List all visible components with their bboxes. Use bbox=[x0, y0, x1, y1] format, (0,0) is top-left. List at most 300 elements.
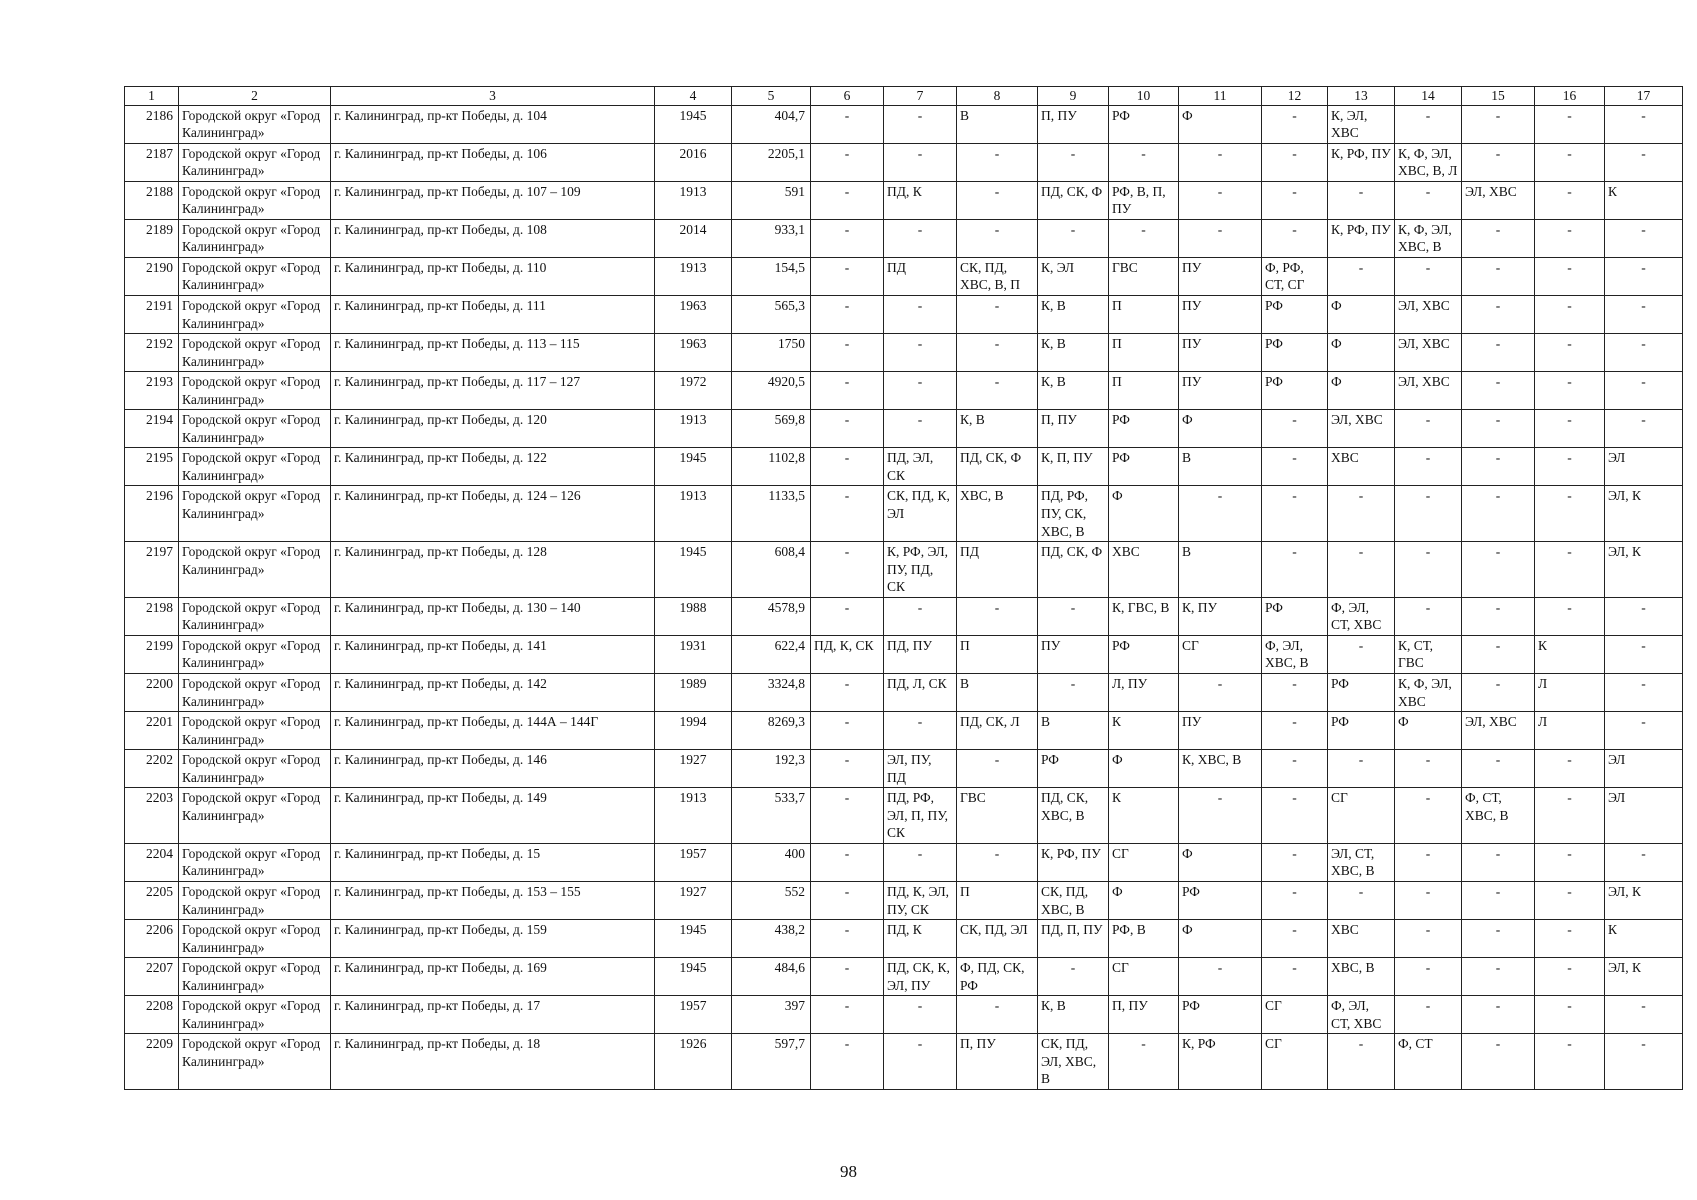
col-13-cell: РФ bbox=[1328, 673, 1395, 711]
col-10-cell: К, ГВС, В bbox=[1109, 597, 1179, 635]
col-11-cell: РФ bbox=[1179, 881, 1262, 919]
col-14-cell: - bbox=[1395, 920, 1462, 958]
col-14-cell: - bbox=[1395, 996, 1462, 1034]
year-cell: 1913 bbox=[655, 257, 732, 295]
row-number-cell: 2205 bbox=[125, 881, 179, 919]
col-17-cell: - bbox=[1605, 996, 1683, 1034]
col-11-cell: Ф bbox=[1179, 410, 1262, 448]
col-8-cell: - bbox=[957, 219, 1038, 257]
municipality-cell: Городской округ «Город Калининград» bbox=[179, 788, 331, 844]
municipality-cell: Городской округ «Город Калининград» bbox=[179, 635, 331, 673]
area-cell: 404,7 bbox=[732, 105, 811, 143]
col-15-cell: - bbox=[1462, 105, 1535, 143]
col-7-cell: - bbox=[884, 996, 957, 1034]
area-cell: 608,4 bbox=[732, 542, 811, 598]
col-11-cell: РФ bbox=[1179, 996, 1262, 1034]
col-6-cell: - bbox=[811, 542, 884, 598]
col-11-cell: В bbox=[1179, 542, 1262, 598]
col-13-cell: К, ЭЛ, ХВС bbox=[1328, 105, 1395, 143]
year-cell: 1972 bbox=[655, 372, 732, 410]
col-13-cell: ЭЛ, СТ, ХВС, В bbox=[1328, 843, 1395, 881]
col-6-cell: - bbox=[811, 597, 884, 635]
col-7-cell: - bbox=[884, 219, 957, 257]
col-12-cell: - bbox=[1262, 105, 1328, 143]
address-cell: г. Калининград, пр-кт Победы, д. 144А – 144Г bbox=[331, 712, 655, 750]
year-cell: 1926 bbox=[655, 1034, 732, 1090]
col-16-cell: К bbox=[1535, 635, 1605, 673]
col-10-cell: РФ bbox=[1109, 448, 1179, 486]
col-9-cell: К, В bbox=[1038, 334, 1109, 372]
col-14-cell: ЭЛ, ХВС bbox=[1395, 296, 1462, 334]
col-13-cell: Ф, ЭЛ, СТ, ХВС bbox=[1328, 996, 1395, 1034]
col-12-cell: - bbox=[1262, 750, 1328, 788]
col-10-cell: П, ПУ bbox=[1109, 996, 1179, 1034]
col-15-cell: - bbox=[1462, 1034, 1535, 1090]
area-cell: 933,1 bbox=[732, 219, 811, 257]
col-6-cell: - bbox=[811, 181, 884, 219]
col-9-cell: К, В bbox=[1038, 372, 1109, 410]
year-cell: 1913 bbox=[655, 788, 732, 844]
col-7-cell: - bbox=[884, 372, 957, 410]
col-11-cell: - bbox=[1179, 958, 1262, 996]
area-cell: 4920,5 bbox=[732, 372, 811, 410]
address-cell: г. Калининград, пр-кт Победы, д. 159 bbox=[331, 920, 655, 958]
col-17-cell: - bbox=[1605, 673, 1683, 711]
year-cell: 1927 bbox=[655, 750, 732, 788]
table-row bbox=[125, 410, 1683, 448]
col-17-cell: - bbox=[1605, 296, 1683, 334]
year-cell: 1913 bbox=[655, 181, 732, 219]
col-15-cell: ЭЛ, ХВС bbox=[1462, 181, 1535, 219]
col-8-cell: В bbox=[957, 673, 1038, 711]
col-9-cell: СК, ПД, ХВС, В bbox=[1038, 881, 1109, 919]
row-number-cell: 2202 bbox=[125, 750, 179, 788]
year-cell: 1957 bbox=[655, 996, 732, 1034]
col-8-cell: П bbox=[957, 881, 1038, 919]
col-10-cell: П bbox=[1109, 334, 1179, 372]
address-cell: г. Калининград, пр-кт Победы, д. 106 bbox=[331, 143, 655, 181]
address-cell: г. Калининград, пр-кт Победы, д. 108 bbox=[331, 219, 655, 257]
col-17-cell: - bbox=[1605, 372, 1683, 410]
col-6-cell: - bbox=[811, 143, 884, 181]
col-7-cell: - bbox=[884, 105, 957, 143]
col-9-cell: - bbox=[1038, 958, 1109, 996]
col-13-cell: Ф bbox=[1328, 296, 1395, 334]
row-number-cell: 2193 bbox=[125, 372, 179, 410]
column-header-16: 16 bbox=[1535, 87, 1605, 106]
row-number-cell: 2208 bbox=[125, 996, 179, 1034]
col-10-cell: Ф bbox=[1109, 486, 1179, 542]
col-14-cell: К, Ф, ЭЛ, ХВС bbox=[1395, 673, 1462, 711]
col-9-cell: В bbox=[1038, 712, 1109, 750]
col-8-cell: В bbox=[957, 105, 1038, 143]
year-cell: 1963 bbox=[655, 334, 732, 372]
municipality-cell: Городской округ «Город Калининград» bbox=[179, 334, 331, 372]
col-10-cell: РФ bbox=[1109, 410, 1179, 448]
col-15-cell: - bbox=[1462, 635, 1535, 673]
col-13-cell: К, РФ, ПУ bbox=[1328, 143, 1395, 181]
col-12-cell: - bbox=[1262, 143, 1328, 181]
col-15-cell: - bbox=[1462, 542, 1535, 598]
col-11-cell: - bbox=[1179, 673, 1262, 711]
col-17-cell: ЭЛ, К bbox=[1605, 486, 1683, 542]
col-6-cell: - bbox=[811, 1034, 884, 1090]
row-number-cell: 2203 bbox=[125, 788, 179, 844]
col-16-cell: - bbox=[1535, 597, 1605, 635]
col-17-cell: К bbox=[1605, 181, 1683, 219]
col-11-cell: В bbox=[1179, 448, 1262, 486]
col-13-cell: Ф bbox=[1328, 334, 1395, 372]
col-17-cell: ЭЛ, К bbox=[1605, 958, 1683, 996]
col-11-cell: - bbox=[1179, 181, 1262, 219]
row-number-cell: 2195 bbox=[125, 448, 179, 486]
col-16-cell: - bbox=[1535, 920, 1605, 958]
col-13-cell: - bbox=[1328, 257, 1395, 295]
year-cell: 2016 bbox=[655, 143, 732, 181]
col-15-cell: - bbox=[1462, 372, 1535, 410]
col-15-cell: - bbox=[1462, 920, 1535, 958]
col-6-cell: - bbox=[811, 448, 884, 486]
col-8-cell: ГВС bbox=[957, 788, 1038, 844]
table-row bbox=[125, 750, 1683, 788]
col-7-cell: ПД bbox=[884, 257, 957, 295]
table-row bbox=[125, 635, 1683, 673]
col-14-cell: К, Ф, ЭЛ, ХВС, В bbox=[1395, 219, 1462, 257]
municipality-cell: Городской округ «Город Калининград» bbox=[179, 843, 331, 881]
col-10-cell: РФ bbox=[1109, 635, 1179, 673]
area-cell: 565,3 bbox=[732, 296, 811, 334]
col-16-cell: - bbox=[1535, 958, 1605, 996]
year-cell: 1945 bbox=[655, 542, 732, 598]
row-number-cell: 2194 bbox=[125, 410, 179, 448]
municipality-cell: Городской округ «Город Калининград» bbox=[179, 410, 331, 448]
year-cell: 1963 bbox=[655, 296, 732, 334]
row-number-cell: 2196 bbox=[125, 486, 179, 542]
col-15-cell: - bbox=[1462, 996, 1535, 1034]
municipality-cell: Городской округ «Город Калининград» bbox=[179, 542, 331, 598]
area-cell: 552 bbox=[732, 881, 811, 919]
col-16-cell: - bbox=[1535, 372, 1605, 410]
col-9-cell: - bbox=[1038, 143, 1109, 181]
col-9-cell: ПД, П, ПУ bbox=[1038, 920, 1109, 958]
col-13-cell: - bbox=[1328, 486, 1395, 542]
year-cell: 1957 bbox=[655, 843, 732, 881]
col-7-cell: ПД, К bbox=[884, 920, 957, 958]
col-11-cell: Ф bbox=[1179, 843, 1262, 881]
table-row bbox=[125, 712, 1683, 750]
col-14-cell: - bbox=[1395, 597, 1462, 635]
col-16-cell: Л bbox=[1535, 712, 1605, 750]
municipality-cell: Городской округ «Город Калининград» bbox=[179, 920, 331, 958]
col-12-cell: - bbox=[1262, 788, 1328, 844]
col-13-cell: - bbox=[1328, 635, 1395, 673]
col-16-cell: - bbox=[1535, 334, 1605, 372]
col-16-cell: - bbox=[1535, 410, 1605, 448]
col-14-cell: - bbox=[1395, 843, 1462, 881]
col-8-cell: К, В bbox=[957, 410, 1038, 448]
area-cell: 8269,3 bbox=[732, 712, 811, 750]
address-cell: г. Калининград, пр-кт Победы, д. 130 – 140 bbox=[331, 597, 655, 635]
col-14-cell: К, СТ, ГВС bbox=[1395, 635, 1462, 673]
year-cell: 1945 bbox=[655, 958, 732, 996]
col-10-cell: - bbox=[1109, 143, 1179, 181]
row-number-cell: 2191 bbox=[125, 296, 179, 334]
year-cell: 1927 bbox=[655, 881, 732, 919]
year-cell: 2014 bbox=[655, 219, 732, 257]
col-7-cell: - bbox=[884, 597, 957, 635]
col-15-cell: - bbox=[1462, 486, 1535, 542]
address-cell: г. Калининград, пр-кт Победы, д. 142 bbox=[331, 673, 655, 711]
area-cell: 533,7 bbox=[732, 788, 811, 844]
col-13-cell: ЭЛ, ХВС bbox=[1328, 410, 1395, 448]
col-7-cell: ПД, К, ЭЛ, ПУ, СК bbox=[884, 881, 957, 919]
row-number-cell: 2190 bbox=[125, 257, 179, 295]
col-8-cell: - bbox=[957, 296, 1038, 334]
col-16-cell: - bbox=[1535, 1034, 1605, 1090]
address-cell: г. Калининград, пр-кт Победы, д. 141 bbox=[331, 635, 655, 673]
col-6-cell: - bbox=[811, 296, 884, 334]
col-11-cell: СГ bbox=[1179, 635, 1262, 673]
address-cell: г. Калининград, пр-кт Победы, д. 128 bbox=[331, 542, 655, 598]
col-10-cell: РФ, В, П, ПУ bbox=[1109, 181, 1179, 219]
col-8-cell: - bbox=[957, 334, 1038, 372]
col-14-cell: - bbox=[1395, 881, 1462, 919]
table-row bbox=[125, 920, 1683, 958]
address-cell: г. Калининград, пр-кт Победы, д. 169 bbox=[331, 958, 655, 996]
area-cell: 1750 bbox=[732, 334, 811, 372]
year-cell: 1945 bbox=[655, 920, 732, 958]
col-9-cell: - bbox=[1038, 673, 1109, 711]
col-7-cell: ПД, Л, СК bbox=[884, 673, 957, 711]
col-8-cell: - bbox=[957, 996, 1038, 1034]
municipality-cell: Городской округ «Город Калининград» bbox=[179, 996, 331, 1034]
row-number-cell: 2207 bbox=[125, 958, 179, 996]
col-9-cell: К, В bbox=[1038, 296, 1109, 334]
col-8-cell: - bbox=[957, 843, 1038, 881]
table-row bbox=[125, 958, 1683, 996]
col-12-cell: - bbox=[1262, 958, 1328, 996]
col-12-cell: - bbox=[1262, 181, 1328, 219]
col-10-cell: П bbox=[1109, 296, 1179, 334]
table-row bbox=[125, 372, 1683, 410]
col-16-cell: - bbox=[1535, 105, 1605, 143]
col-7-cell: ЭЛ, ПУ, ПД bbox=[884, 750, 957, 788]
col-12-cell: - bbox=[1262, 542, 1328, 598]
column-header-4: 4 bbox=[655, 87, 732, 106]
col-10-cell: РФ bbox=[1109, 105, 1179, 143]
area-cell: 3324,8 bbox=[732, 673, 811, 711]
col-9-cell: ПД, СК, Ф bbox=[1038, 181, 1109, 219]
col-11-cell: ПУ bbox=[1179, 712, 1262, 750]
column-header-8: 8 bbox=[957, 87, 1038, 106]
col-14-cell: - bbox=[1395, 410, 1462, 448]
year-cell: 1913 bbox=[655, 410, 732, 448]
col-12-cell: - bbox=[1262, 448, 1328, 486]
table-row bbox=[125, 542, 1683, 598]
municipality-cell: Городской округ «Город Калининград» bbox=[179, 597, 331, 635]
col-17-cell: - bbox=[1605, 257, 1683, 295]
table-row bbox=[125, 181, 1683, 219]
col-8-cell: Ф, ПД, СК, РФ bbox=[957, 958, 1038, 996]
address-cell: г. Калининград, пр-кт Победы, д. 113 – 115 bbox=[331, 334, 655, 372]
col-6-cell: - bbox=[811, 105, 884, 143]
address-cell: г. Калининград, пр-кт Победы, д. 111 bbox=[331, 296, 655, 334]
col-16-cell: - bbox=[1535, 788, 1605, 844]
col-10-cell: - bbox=[1109, 219, 1179, 257]
municipality-cell: Городской округ «Город Калининград» bbox=[179, 296, 331, 334]
column-header-1: 1 bbox=[125, 87, 179, 106]
column-header-6: 6 bbox=[811, 87, 884, 106]
col-13-cell: Ф bbox=[1328, 372, 1395, 410]
municipality-cell: Городской округ «Город Калининград» bbox=[179, 257, 331, 295]
col-9-cell: П, ПУ bbox=[1038, 105, 1109, 143]
col-9-cell: РФ bbox=[1038, 750, 1109, 788]
table-row bbox=[125, 996, 1683, 1034]
address-cell: г. Калининград, пр-кт Победы, д. 146 bbox=[331, 750, 655, 788]
table-row bbox=[125, 597, 1683, 635]
registry-table bbox=[124, 86, 1683, 1090]
col-14-cell: - bbox=[1395, 486, 1462, 542]
col-10-cell: П bbox=[1109, 372, 1179, 410]
col-11-cell: ПУ bbox=[1179, 372, 1262, 410]
col-7-cell: - bbox=[884, 296, 957, 334]
area-cell: 484,6 bbox=[732, 958, 811, 996]
column-header-15: 15 bbox=[1462, 87, 1535, 106]
col-8-cell: - bbox=[957, 143, 1038, 181]
col-9-cell: П, ПУ bbox=[1038, 410, 1109, 448]
col-15-cell: - bbox=[1462, 257, 1535, 295]
col-9-cell: К, В bbox=[1038, 996, 1109, 1034]
col-8-cell: ХВС, В bbox=[957, 486, 1038, 542]
table-row bbox=[125, 1034, 1683, 1090]
col-7-cell: - bbox=[884, 143, 957, 181]
col-8-cell: - bbox=[957, 181, 1038, 219]
col-17-cell: К bbox=[1605, 920, 1683, 958]
column-header-3: 3 bbox=[331, 87, 655, 106]
col-14-cell: Ф bbox=[1395, 712, 1462, 750]
col-6-cell: - bbox=[811, 334, 884, 372]
table-row bbox=[125, 296, 1683, 334]
col-12-cell: - bbox=[1262, 673, 1328, 711]
col-14-cell: К, Ф, ЭЛ, ХВС, В, Л bbox=[1395, 143, 1462, 181]
row-number-cell: 2188 bbox=[125, 181, 179, 219]
col-9-cell: К, П, ПУ bbox=[1038, 448, 1109, 486]
col-12-cell: Ф, ЭЛ, ХВС, В bbox=[1262, 635, 1328, 673]
col-6-cell: - bbox=[811, 257, 884, 295]
col-15-cell: Ф, СТ, ХВС, В bbox=[1462, 788, 1535, 844]
municipality-cell: Городской округ «Город Калининград» bbox=[179, 712, 331, 750]
col-12-cell: - bbox=[1262, 920, 1328, 958]
col-12-cell: - bbox=[1262, 881, 1328, 919]
col-17-cell: - bbox=[1605, 635, 1683, 673]
table-body bbox=[125, 105, 1683, 1089]
col-15-cell: - bbox=[1462, 750, 1535, 788]
address-cell: г. Калининград, пр-кт Победы, д. 17 bbox=[331, 996, 655, 1034]
col-9-cell: СК, ПД, ЭЛ, ХВС, В bbox=[1038, 1034, 1109, 1090]
municipality-cell: Городской округ «Город Калининград» bbox=[179, 181, 331, 219]
col-17-cell: - bbox=[1605, 105, 1683, 143]
col-6-cell: - bbox=[811, 750, 884, 788]
col-14-cell: - bbox=[1395, 958, 1462, 996]
col-7-cell: СК, ПД, К, ЭЛ bbox=[884, 486, 957, 542]
col-16-cell: - bbox=[1535, 296, 1605, 334]
col-10-cell: ГВС bbox=[1109, 257, 1179, 295]
table-row bbox=[125, 843, 1683, 881]
municipality-cell: Городской округ «Город Калининград» bbox=[179, 750, 331, 788]
area-cell: 400 bbox=[732, 843, 811, 881]
col-9-cell: - bbox=[1038, 219, 1109, 257]
col-12-cell: Ф, РФ, СТ, СГ bbox=[1262, 257, 1328, 295]
col-8-cell: - bbox=[957, 597, 1038, 635]
municipality-cell: Городской округ «Город Калининград» bbox=[179, 372, 331, 410]
col-15-cell: - bbox=[1462, 334, 1535, 372]
column-header-14: 14 bbox=[1395, 87, 1462, 106]
area-cell: 438,2 bbox=[732, 920, 811, 958]
col-15-cell: - bbox=[1462, 958, 1535, 996]
column-header-7: 7 bbox=[884, 87, 957, 106]
col-9-cell: ПД, СК, Ф bbox=[1038, 542, 1109, 598]
col-6-cell: - bbox=[811, 410, 884, 448]
col-8-cell: - bbox=[957, 372, 1038, 410]
table-row bbox=[125, 673, 1683, 711]
col-6-cell: - bbox=[811, 996, 884, 1034]
column-header-2: 2 bbox=[179, 87, 331, 106]
col-11-cell: - bbox=[1179, 486, 1262, 542]
municipality-cell: Городской округ «Город Калининград» bbox=[179, 143, 331, 181]
year-cell: 1989 bbox=[655, 673, 732, 711]
col-7-cell: ПД, К bbox=[884, 181, 957, 219]
column-header-12: 12 bbox=[1262, 87, 1328, 106]
col-17-cell: - bbox=[1605, 1034, 1683, 1090]
col-17-cell: - bbox=[1605, 143, 1683, 181]
address-cell: г. Калининград, пр-кт Победы, д. 117 – 127 bbox=[331, 372, 655, 410]
col-6-cell: - bbox=[811, 219, 884, 257]
col-11-cell: - bbox=[1179, 143, 1262, 181]
col-12-cell: - bbox=[1262, 712, 1328, 750]
municipality-cell: Городской округ «Город Калининград» bbox=[179, 958, 331, 996]
col-8-cell: ПД, СК, Л bbox=[957, 712, 1038, 750]
col-7-cell: - bbox=[884, 1034, 957, 1090]
col-12-cell: РФ bbox=[1262, 334, 1328, 372]
row-number-cell: 2206 bbox=[125, 920, 179, 958]
col-15-cell: - bbox=[1462, 219, 1535, 257]
col-12-cell: СГ bbox=[1262, 996, 1328, 1034]
col-11-cell: ПУ bbox=[1179, 257, 1262, 295]
column-header-11: 11 bbox=[1179, 87, 1262, 106]
col-10-cell: СГ bbox=[1109, 958, 1179, 996]
col-15-cell: - bbox=[1462, 143, 1535, 181]
column-header-13: 13 bbox=[1328, 87, 1395, 106]
col-6-cell: - bbox=[811, 712, 884, 750]
col-14-cell: - bbox=[1395, 181, 1462, 219]
col-17-cell: ЭЛ, К bbox=[1605, 542, 1683, 598]
col-17-cell: - bbox=[1605, 410, 1683, 448]
col-10-cell: Ф bbox=[1109, 750, 1179, 788]
col-9-cell: ПУ bbox=[1038, 635, 1109, 673]
col-10-cell: К bbox=[1109, 712, 1179, 750]
municipality-cell: Городской округ «Город Калининград» bbox=[179, 448, 331, 486]
col-6-cell: - bbox=[811, 673, 884, 711]
area-cell: 1102,8 bbox=[732, 448, 811, 486]
col-14-cell: - bbox=[1395, 750, 1462, 788]
col-11-cell: ПУ bbox=[1179, 334, 1262, 372]
table-row bbox=[125, 257, 1683, 295]
col-15-cell: - bbox=[1462, 597, 1535, 635]
col-17-cell: ЭЛ bbox=[1605, 750, 1683, 788]
col-11-cell: Ф bbox=[1179, 920, 1262, 958]
row-number-cell: 2209 bbox=[125, 1034, 179, 1090]
table-row bbox=[125, 486, 1683, 542]
